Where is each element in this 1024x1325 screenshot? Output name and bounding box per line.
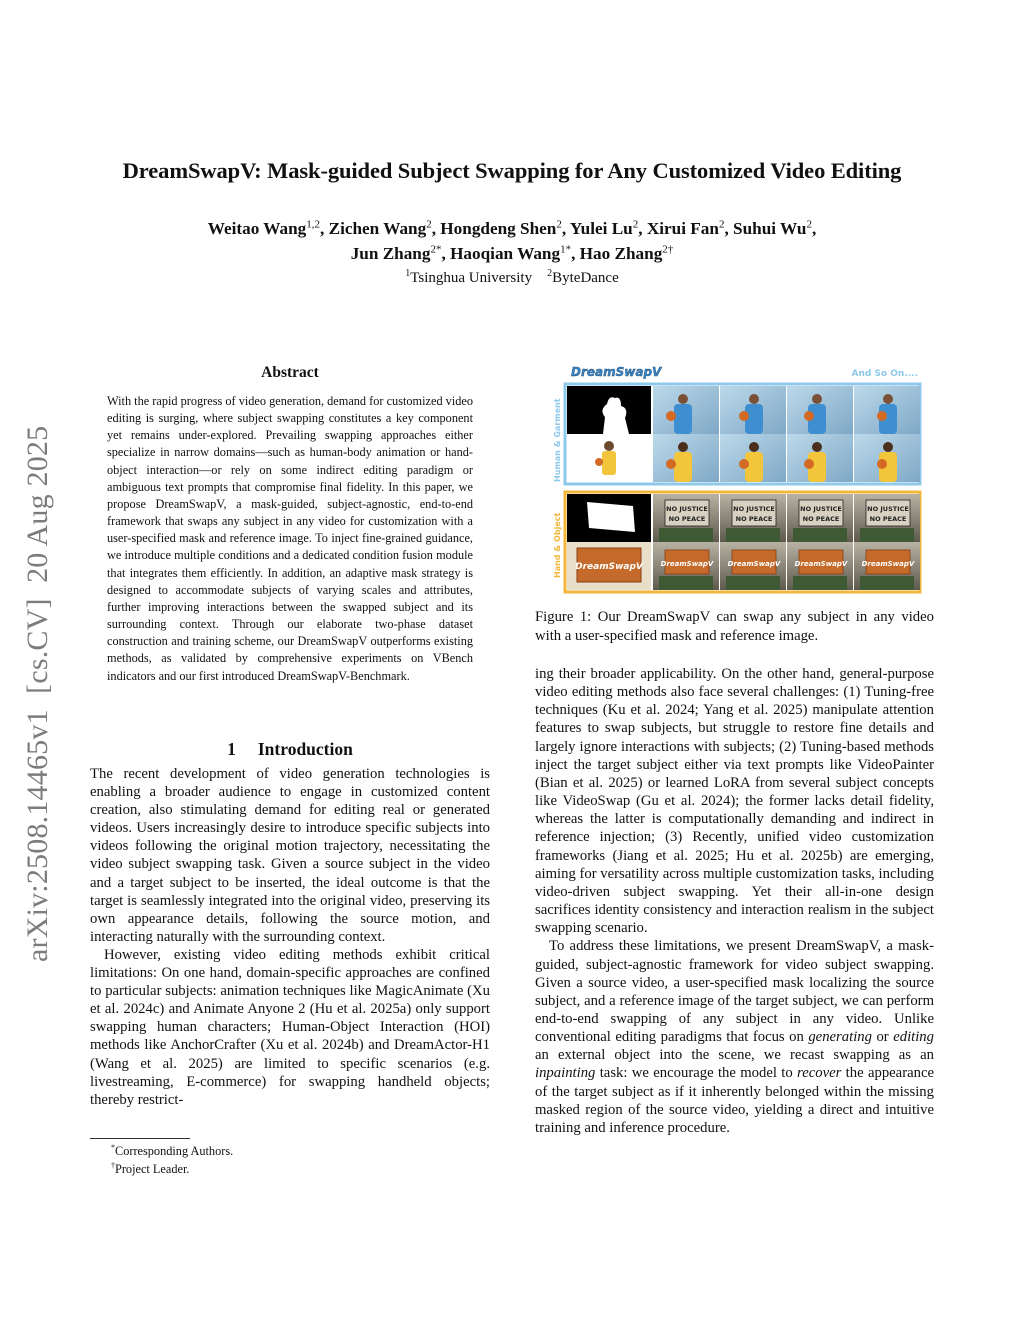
basketball-icon <box>739 411 749 421</box>
page-title: DreamSwapV: Mask-guided Subject Swapping for Any Customized Video Editing <box>122 158 902 183</box>
person-head <box>883 394 893 404</box>
author: Zichen Wang$^2$, <box>328 218 441 238</box>
foliage <box>793 576 847 590</box>
person-head <box>812 442 822 452</box>
and-so-on-label: And So On.... <box>851 369 918 379</box>
sign-text: NO PEACE <box>668 515 706 523</box>
row-label-human-garment: Human & Garment <box>553 398 562 482</box>
person-head <box>678 442 688 452</box>
person-head <box>883 442 893 452</box>
author: Hongdeng Shen$^2$, <box>440 218 570 238</box>
sign-text: NO PEACE <box>802 515 840 523</box>
person-head <box>749 442 759 452</box>
affiliation: $^2$ByteDance <box>547 268 619 286</box>
basketball-icon <box>666 411 676 421</box>
section-number: 1 <box>227 739 236 759</box>
intro-paragraph-1: The recent development of video generation technologies is enabling a broader audience to engage in customized content creation, also stimulating demand for editing real or generated videos. Users increasingly desire to introduce specific subjects into videos following the original motion trajectory, necessitating the video subject swapping task. Given a source subject in the video and a target subject to be inserted, the ideal outcome is that the target is seamlessly integrated into the original video, preserving its own appearance details, following the source motion, and interacting naturally with the surrounding context. <box>90 766 490 945</box>
basketball-icon <box>877 411 887 421</box>
foliage <box>659 528 713 542</box>
footnote-rule <box>90 1138 190 1139</box>
swapped-sign-logo: DreamSwapV <box>727 560 781 568</box>
intro-paragraph-4: To address these limitations, we present DreamSwapV, a mask-guided, subject-agnostic framework for video subject swapping. Given a source video, a user-specified mask localizing the source subject, and a reference image of the target subject, we can perform end-to-end swapping of any subject in any video. Unlike conventional editing paradigms that focus on generating or editing an external object into the scene, we recast swapping as an inpainting task: we encourage the model to recover the appearance of the target subject as if it inherently belonged within the missing masked region of the source video, yielding a direct and intuitive training and inference procedure. <box>535 938 934 1136</box>
author: Suhui Wu$^2$, <box>733 218 817 238</box>
intro-left-column <box>90 765 490 1109</box>
author: Weitao Wang$^{1,2}$, <box>207 218 329 238</box>
abstract-heading: Abstract <box>261 364 319 381</box>
author-line-2 <box>60 237 964 266</box>
basketball-icon <box>595 458 603 466</box>
person-head <box>812 394 822 404</box>
sign-text: NO JUSTICE <box>666 505 708 513</box>
reference-head <box>604 441 614 451</box>
section-heading <box>90 739 490 760</box>
figure-caption: Figure 1: Our DreamSwapV can swap any subject in any video with a user-specified mask and reference image. <box>535 609 934 644</box>
basketball-icon <box>666 459 676 469</box>
foliage <box>793 528 847 542</box>
intro-right-column <box>535 665 934 1137</box>
foliage <box>726 576 780 590</box>
person-shirt <box>674 404 692 434</box>
street-frames <box>653 494 920 590</box>
sign-text: NO PEACE <box>735 515 773 523</box>
foliage <box>659 576 713 590</box>
author: Xirui Fan$^2$, <box>646 218 734 238</box>
intro-paragraph-3: ing their broader applicability. On the other hand, general-purpose video editing methods also face several challenges: (1) Tuning-free techniques (Ku et al. 2024; Yang et al. 2025) manipulate attention features to swap subjects, but struggle to restore fine details and largely ignore interactions with subjects; (2) Tuning-based methods inject the target subject either via text prompts like VideoPainter (Bian et al. 2025) or learned LoRA from several subject concepts like VideoSwap (Gu et al. 2024); the former lacks detail fidelity, whereas the latter is computationally demanding and indirect in reference injection; (3) Recently, unified video customization frameworks (Jiang et al. 2025; Hu et al. 2025b) are emerging, aiming for versatility across multiple customization tasks, including video-driven subject swapping. Yet their all-in-one design sacrifices identity consistency and interaction realism in the subject swapping scenario. <box>535 666 934 937</box>
author: Haoqian Wang$^{1*}$, <box>450 243 580 263</box>
affiliations <box>60 268 964 287</box>
author: Yulei Lu$^2$, <box>569 218 647 238</box>
person-shirt <box>674 452 692 482</box>
row-label-hand-object: Hand & Object <box>553 512 562 578</box>
sign-mask-shape <box>587 502 635 532</box>
person-head <box>749 394 759 404</box>
reference-jersey <box>602 451 616 475</box>
footnote: †Project Leader. <box>111 1161 190 1177</box>
intro-paragraph-2: However, existing video editing methods exhibit critical limitations: On one hand, domain-specific approaches are confined to particular subjects: animation techniques like MagicAnimate (Xu et al. 2024c) and Animate Anyone 2 (Hu et al. 2025a) only support swapping human characters; Human-Object Interaction (HOI) methods like AnchorCrafter (Xu et al. 2024b) and DreamActor-H1 (Wang et al. 2025) are limited to specific scenarios (e.g. livestreaming, E-commerce) for swapping handheld objects; thereby restrict- <box>90 946 490 1108</box>
section-title: Introduction <box>257 739 353 759</box>
author: Hao Zhang$^{2\dagger}$ <box>579 243 674 263</box>
reference-sign-logo: DreamSwapV <box>575 562 643 572</box>
dreamswapv-logo: DreamSwapV <box>571 365 662 379</box>
basketball-icon <box>877 459 887 469</box>
court-frames <box>653 386 920 482</box>
swapped-sign-logo: DreamSwapV <box>794 560 848 568</box>
sign-text: NO PEACE <box>869 515 907 523</box>
arxiv-stamp: arXiv:2508.14465v1 [cs.CV] 20 Aug 2025 <box>21 425 54 962</box>
sign-text: NO JUSTICE <box>800 505 842 513</box>
foliage <box>860 576 914 590</box>
swapped-sign-logo: DreamSwapV <box>660 560 714 568</box>
basketball-icon <box>804 459 814 469</box>
foliage <box>726 528 780 542</box>
footnote: *Corresponding Authors. <box>111 1143 234 1159</box>
swapped-sign-logo: DreamSwapV <box>861 560 915 568</box>
person-head <box>678 394 688 404</box>
sign-text: NO JUSTICE <box>867 505 909 513</box>
basketball-icon <box>739 459 749 469</box>
author: Jun Zhang$^{2*}$, <box>350 243 451 263</box>
foliage <box>860 528 914 542</box>
abstract-text: With the rapid progress of video generation, demand for customized video editing is surging, where subject swapping constitutes a key component yet remains under-explored. Prevailing swapping approaches either specialize in narrow domains—such as human-body animation or hand-object interaction—or rely on some indirect editing paradigm or ambiguous text prompts that compromise final fidelity. In this paper, we propose DreamSwapV, a mask-guided, subject-agnostic, end-to-end framework that swaps any subject in any video for customization with a user-specified mask and reference image. To inject fine-grained guidance, we introduce multiple conditions and a dedicated condition fusion module that integrates them efficiently. In addition, an adaptive mask strategy is designed to accommodate subjects of varying scales and attributes, further improving interactions between the swapped subject and its surrounding context. Through our elaborate two-phase dataset construction and training scheme, our DreamSwapV outperforms existing methods, as validated by comprehensive experiments on VBench indicators and our first introduced DreamSwapV-Benchmark. <box>107 394 473 683</box>
basketball-icon <box>804 411 814 421</box>
sign-text: NO JUSTICE <box>733 505 775 513</box>
figure-1-teaser <box>553 362 936 594</box>
affiliation: $^1$Tsinghua University <box>405 268 533 286</box>
